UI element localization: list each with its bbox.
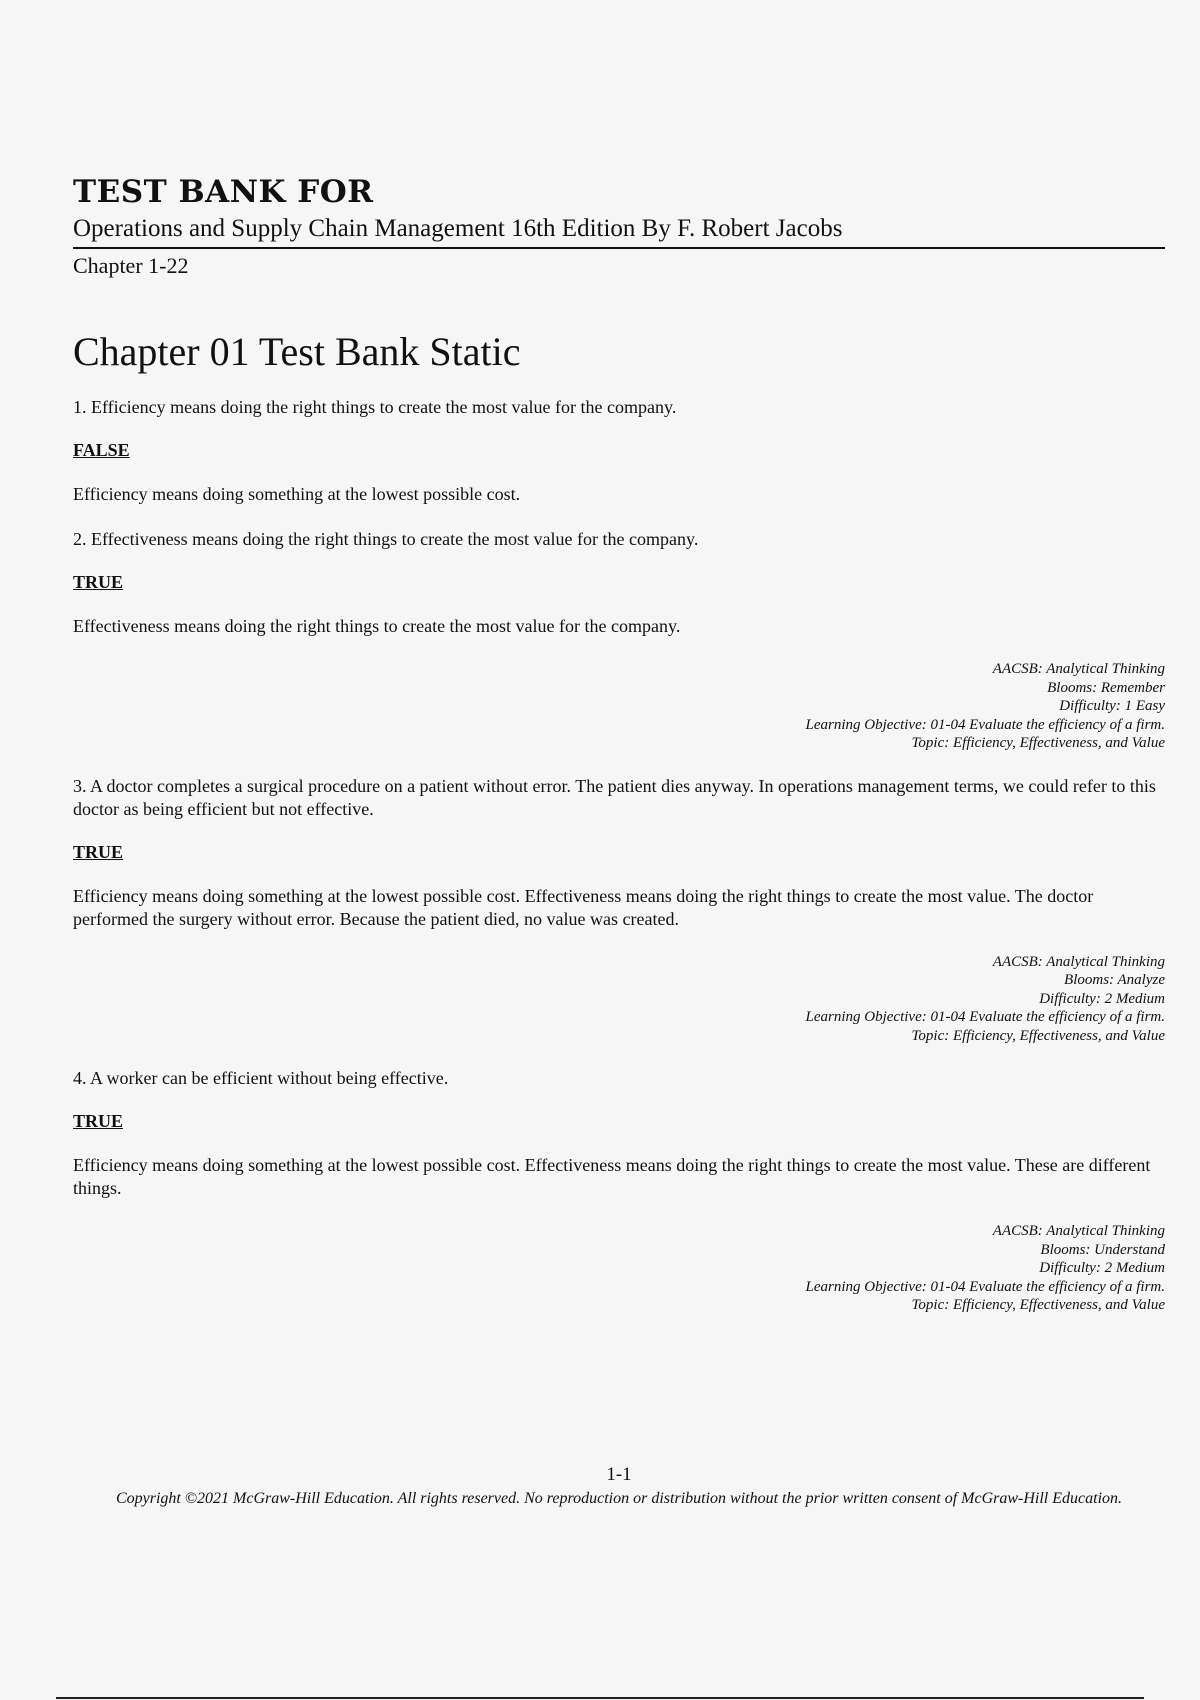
page-number: 1-1	[606, 1464, 632, 1485]
question-1	[73, 396, 1165, 506]
question-metadata	[73, 660, 1165, 753]
question-metadata	[73, 953, 1165, 1046]
meta-blooms: Blooms: Remember	[1047, 679, 1165, 696]
answer-explanation: Efficiency means doing something at the lowest possible cost.	[73, 484, 521, 504]
answer-explanation: Efficiency means doing something at the lowest possible cost. Effectiveness means doing the right things to create the most value. These are different things.	[73, 1155, 1151, 1198]
meta-aacsb: AACSB: Analytical Thinking	[992, 661, 1165, 677]
meta-objective: Learning Objective: 01-04 Evaluate the efficiency of a firm.	[805, 716, 1165, 733]
answer-label: FALSE	[73, 440, 130, 460]
question-3	[73, 775, 1165, 1046]
meta-blooms: Blooms: Analyze	[1064, 972, 1165, 988]
meta-difficulty: Difficulty: 1 Easy	[1059, 698, 1165, 714]
meta-objective: Learning Objective: 01-04 Evaluate the efficiency of a firm.	[805, 1278, 1165, 1295]
question-2	[73, 528, 1165, 753]
meta-difficulty: Difficulty: 2 Medium	[1039, 1260, 1165, 1276]
meta-topic: Topic: Efficiency, Effectiveness, and Value	[911, 735, 1165, 751]
question-list	[73, 396, 1165, 1337]
meta-objective: Learning Objective: 01-04 Evaluate the efficiency of a firm.	[805, 1009, 1165, 1025]
question-text: 3. A doctor completes a surgical procedure on a patient without error. The patient dies anyway. In operations management terms, we could refer to this doctor as being efficient but not effective.	[73, 775, 1156, 819]
question-4	[73, 1067, 1165, 1315]
meta-topic: Topic: Efficiency, Effectiveness, and Value	[911, 1297, 1165, 1313]
meta-topic: Topic: Efficiency, Effectiveness, and Value	[911, 1027, 1165, 1044]
page-footer	[73, 1463, 1165, 1509]
answer-label: TRUE	[73, 1111, 124, 1131]
book-subtitle: Operations and Supply Chain Management 16th Edition By F. Robert Jacobs	[73, 212, 1165, 249]
answer-explanation: Efficiency means doing something at the lowest possible cost. Effectiveness means doing the right things to create the most value. The doctor performed the surgery without error. Because the patient died, no value was created.	[73, 885, 1094, 929]
meta-blooms: Blooms: Understand	[1040, 1241, 1165, 1258]
answer-explanation: Effectiveness means doing the right things to create the most value for the company.	[73, 616, 681, 636]
copyright-notice: Copyright ©2021 McGraw-Hill Education. All rights reserved. No reproduction or distribution without the prior written consent of McGraw-Hill Education.	[115, 1490, 1123, 1507]
brand-title: TEST BANK FOR	[73, 174, 374, 210]
meta-aacsb: AACSB: Analytical Thinking	[992, 953, 1165, 970]
question-text: 2. Effectiveness means doing the right things to create the most value for the company.	[73, 529, 699, 549]
answer-label: TRUE	[73, 841, 124, 862]
chapter-range: Chapter 1-22	[73, 253, 189, 278]
meta-aacsb: AACSB: Analytical Thinking	[992, 1223, 1165, 1239]
question-text: 4. A worker can be efficient without being effective.	[73, 1068, 449, 1088]
question-metadata	[73, 1222, 1165, 1315]
answer-label: TRUE	[73, 572, 124, 592]
chapter-title: Chapter 01 Test Bank Static	[73, 329, 521, 374]
document-header	[73, 172, 1165, 283]
meta-difficulty: Difficulty: 2 Medium	[1039, 990, 1165, 1007]
question-text: 1. Efficiency means doing the right things to create the most value for the company.	[73, 397, 677, 417]
bottom-divider	[56, 1697, 1144, 1699]
